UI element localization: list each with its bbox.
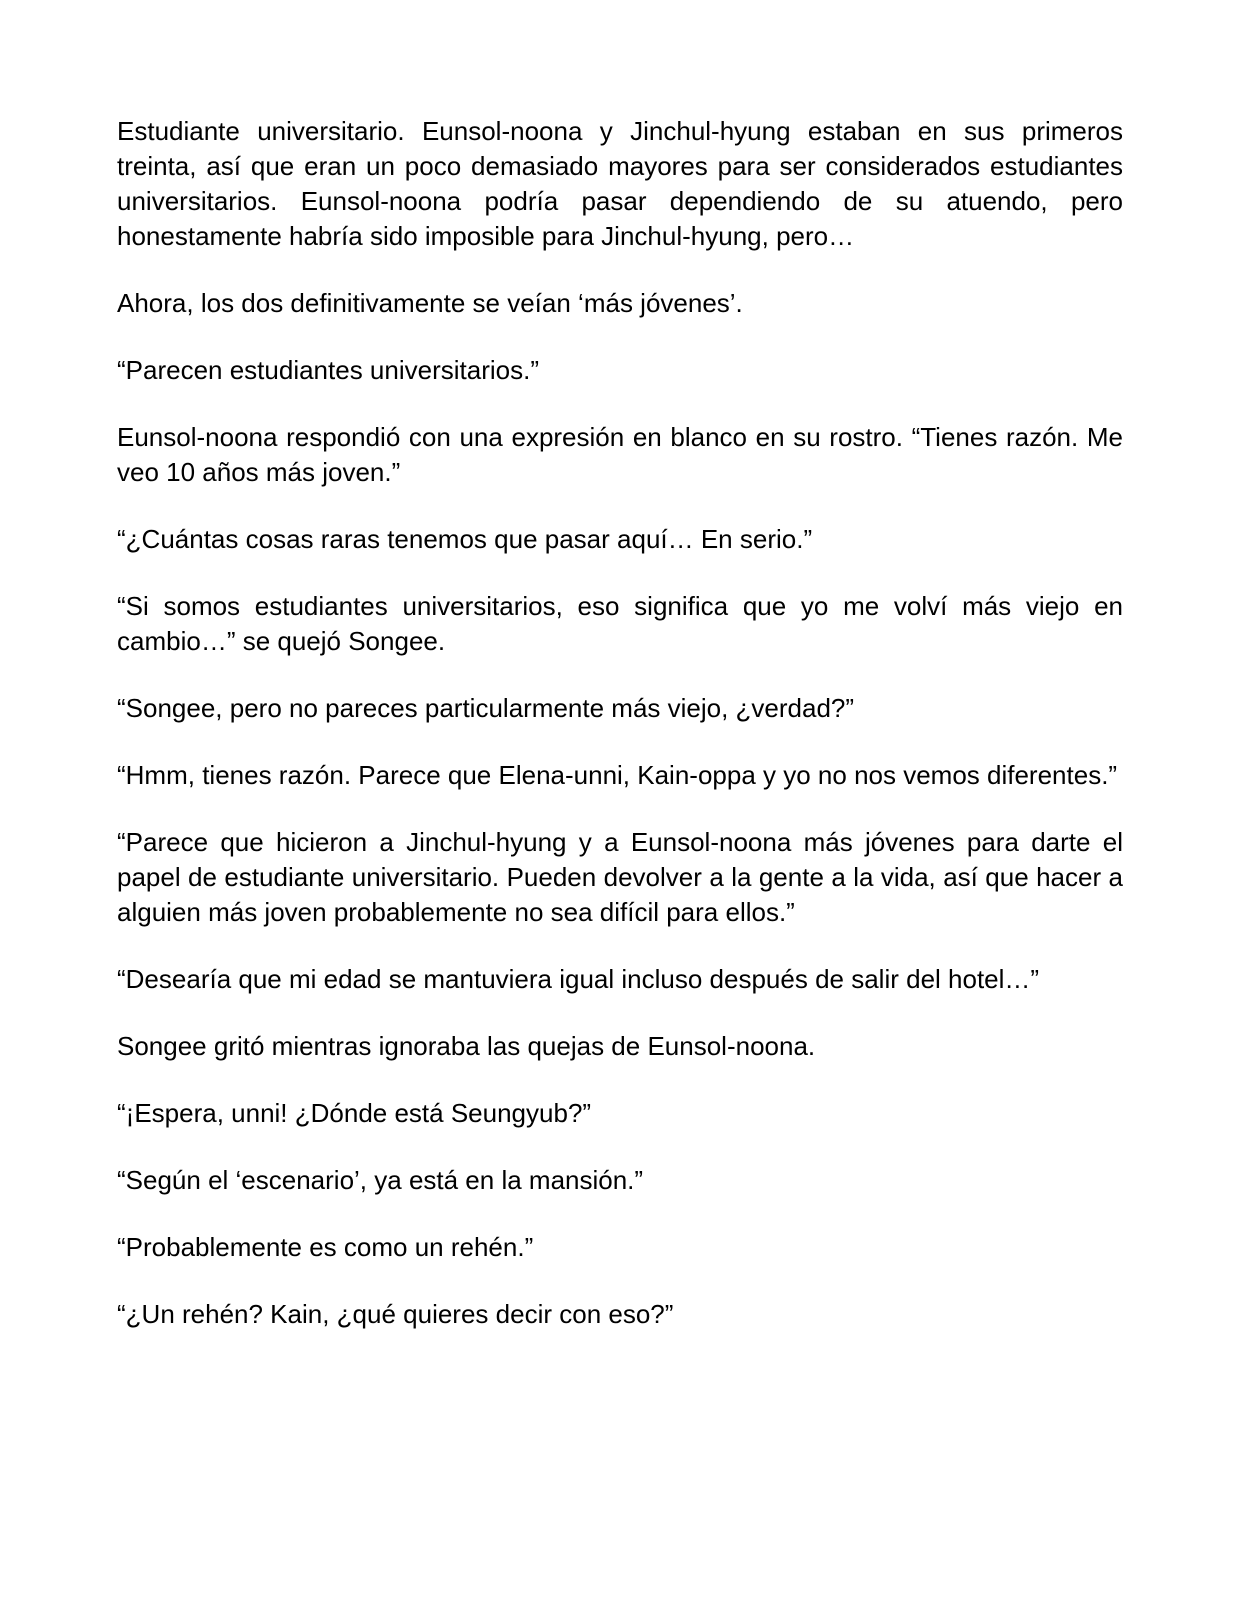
paragraph: “Desearía que mi edad se mantuviera igual incluso después de salir del hotel…” — [117, 964, 1040, 994]
paragraph: “Según el ‘escenario’, ya está en la mansión.” — [117, 1165, 644, 1195]
paragraph: Ahora, los dos definitivamente se veían ‘más jóvenes’. — [117, 288, 743, 318]
paragraph: Songee gritó mientras ignoraba las quejas de Eunsol-noona. — [117, 1031, 816, 1061]
paragraph: Eunsol-noona respondió con una expresión en blanco en su rostro. “Tienes razón. Me veo 10 años más joven.” — [117, 422, 1123, 487]
paragraph: “Parece que hicieron a Jinchul-hyung y a Eunsol-noona más jóvenes para darte el papel de estudiante universitario. Pueden devolver a la gente a la vida, así que hacer a alguien más joven probablemente no sea difícil para ellos.” — [117, 827, 1123, 927]
paragraph: “Probablemente es como un rehén.” — [117, 1232, 534, 1262]
paragraph: “Parecen estudiantes universitarios.” — [117, 355, 539, 385]
document-page — [117, 114, 1123, 1364]
paragraph: “Hmm, tienes razón. Parece que Elena-unni, Kain-oppa y yo no nos vemos diferentes.” — [117, 760, 1118, 790]
paragraph: “¿Cuántas cosas raras tenemos que pasar aquí… En serio.” — [117, 524, 813, 554]
paragraph: “¡Espera, unni! ¿Dónde está Seungyub?” — [117, 1098, 592, 1128]
paragraph: Estudiante universitario. Eunsol-noona y Jinchul-hyung estaban en sus primeros treinta, así que eran un poco demasiado mayores para ser considerados estudiantes universitarios. Eunsol-noona podría pasar dependiendo de su atuendo, pero honestamente habría sido imposible para Jinchul-hyung, pero… — [117, 116, 1123, 251]
paragraph: “¿Un rehén? Kain, ¿qué quieres decir con eso?” — [117, 1299, 674, 1329]
paragraph: “Si somos estudiantes universitarios, eso significa que yo me volví más viejo en cambio…” se quejó Songee. — [117, 591, 1123, 656]
paragraph: “Songee, pero no pareces particularmente más viejo, ¿verdad?” — [117, 693, 855, 723]
